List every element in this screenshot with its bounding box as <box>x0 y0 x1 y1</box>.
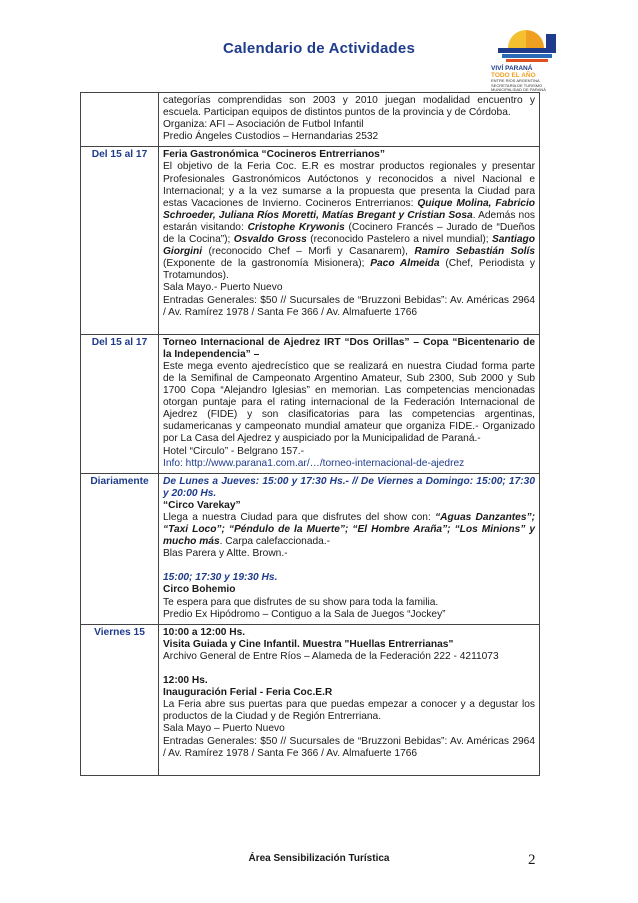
page-title: Calendario de Actividades <box>222 40 415 57</box>
event-title: Feria Gastronómica “Cocineros Entrerrianos” <box>163 149 385 161</box>
logo-line-3: ENTRE RÍOS ARGENTINA <box>491 78 540 83</box>
chef-name: Ramiro Sebastián Solís <box>414 246 536 258</box>
event-body <box>163 161 535 282</box>
body-text: (reconocido Chef – Morfi y Casanarem), <box>202 246 415 258</box>
venue-text: Sala Mayo.- Puerto Nuevo <box>163 282 283 294</box>
row-date <box>81 93 159 147</box>
info-link[interactable]: Info: http://www.parana1.com.ar/…/torneo-internacional-de-ajedrez <box>163 457 465 469</box>
venue-text: Predio Ex Hipódromo – Contiguo a la Sala de Juegos “Jockey” <box>163 608 446 620</box>
chef-names: Quique Molina, Fabricio Schroeder, Juliana Ríos Moretti, Matías Bregant y Cristian Sosa <box>163 197 535 221</box>
description-text: categorías comprendidas son 2003 y 2010 juegan modalidad encuentro y escuela. Participan equipos de distintos puntos de la provincia y de Córdoba. <box>163 95 535 119</box>
logo-line-2: TODO EL AÑO <box>491 71 536 79</box>
chef-name: Paco Almeida <box>370 258 440 270</box>
footer-text: Área Sensibilización Turística <box>248 853 390 864</box>
entry-text: Entradas Generales: $50 // Sucursales de “Bruzzoni Bebidas”: Av. Américas 2964 / Av. Ramírez 1978 / Santa Fe 366 / Av. Almafuerte 1766 <box>163 735 535 759</box>
vivi-parana-logo <box>488 26 564 90</box>
event-body: La Feria abre sus puertas para que puedas empezar a conocer y a degustar los productos de la Ciudad y de Región Entrerriana. <box>163 699 535 723</box>
body-text: (Chef, Periodista y Trotamundos). <box>163 258 535 282</box>
row-date: Diariamente <box>81 473 159 624</box>
body-text: . Además nos estarán visitando: <box>163 209 535 233</box>
page-number: 2 <box>528 852 536 868</box>
chef-name: Osvaldo Gross <box>233 234 307 246</box>
logo-line-4: SECRETARÍA DE TURISMO MUNICIPALIDAD DE PARANÁ <box>491 82 546 92</box>
body-text: . Carpa calefaccionada.- <box>219 536 331 548</box>
show-names: “Aguas Danzantes”; “Taxi Loco”; “Péndulo de la Muerte”; “El Hombre Araña”; “Los Minions” y mucho más <box>163 512 535 548</box>
body-text: Llega a nuestra Ciudad para que disfrutes del show con: <box>163 512 436 523</box>
table-row <box>81 147 540 334</box>
row-date: Del 15 al 17 <box>81 147 159 334</box>
row-description <box>159 147 540 334</box>
row-date: Del 15 al 17 <box>81 334 159 473</box>
venue-text: Blas Parera y Altte. Brown.- <box>163 548 288 560</box>
event-body: Te espera para que disfrutes de su show para toda la familia. <box>163 596 439 608</box>
venue-text: Sala Mayo – Puerto Nuevo <box>163 723 285 735</box>
sun-logo-icon <box>488 26 564 68</box>
row-date: Viernes 15 <box>81 624 159 775</box>
chef-name: Cristophe Krywonis <box>247 221 345 233</box>
body-text: (Cocinero Francés – Jurado de “Dueños de la Cocina”); <box>163 221 535 246</box>
organizer-text: Organiza: AFI – Asociación de Futbol Infantil <box>163 119 364 131</box>
table-row <box>81 473 540 624</box>
venue-text: Archivo General de Entre Ríos – Alameda de la Federación 222 - 4211073 <box>163 650 499 662</box>
event-title: Visita Guiada y Cine Infantil. Muestra "Huellas Entrerrianas" <box>163 638 454 650</box>
schedule-text: De Lunes a Jueves: 15:00 y 17:30 Hs.- // De Viernes a Domingo: 15:00; 17:30 y 20:00 Hs. <box>163 475 535 499</box>
venue-text: Predio Ángeles Custodios – Hernandarias 2532 <box>163 131 379 143</box>
row-description <box>159 93 540 147</box>
entry-text: Entradas Generales: $50 // Sucursales de “Bruzzoni Bebidas”: Av. Américas 2964 / Av. Ramírez 1978 / Santa Fe 366 / Av. Almafuerte 1766 <box>163 294 535 318</box>
event-body <box>163 512 535 548</box>
event-title: Inauguración Ferial - Feria Coc.E.R <box>163 687 333 699</box>
body-text: El objetivo de la Feria Coc. E.R es mostrar productos regionales y presentar Profesionales Gastronómicos Autóctonos y reconocidos a nivel Nacional e Internacional; y a la vez sumarse a la propuesta que presenta la Ciudad para estas Vacaciones de Invierno. Cocineros Entrerrianos: <box>163 161 535 209</box>
body-text: (reconocido Pastelero a nivel mundial); <box>306 234 492 246</box>
event-time: 10:00 a 12:00 Hs. <box>163 626 246 638</box>
table-row <box>81 624 540 775</box>
chef-name: Santiago Giorgini <box>163 234 535 258</box>
event-title: Torneo Internacional de Ajedrez IRT “Dos Orillas” – Copa “Bicentenario de la Independencia” – <box>163 336 535 360</box>
row-description <box>159 473 540 624</box>
event-title: Circo Bohemio <box>163 584 236 596</box>
event-body: Este mega evento ajedrecístico que se realizará en nuestra Ciudad forma parte de la Semifinal de Campeonato Argentino Amateur, Sub 2300, Sub 2000 y Sub 1700 Copa “Alejandro Iglesias” en memorian. Las competencias mencionadas otorgan puntaje para el rating internacional de la Federación Internacional de Ajedrez (FIDE) y son clasificatorias para las competencias argentinas, sudamericanas y campeonato mundial amateur que organiza FIDE.- Organizado por La Casa del Ajedrez y auspiciado por la Municipalidad de Paraná.- <box>163 360 535 445</box>
table-row <box>81 334 540 473</box>
row-description <box>159 624 540 775</box>
body-text: (Exponente de la gastronomía Misionera); <box>163 258 371 270</box>
schedule-text: 15:00; 17:30 y 19:30 Hs. <box>163 572 278 584</box>
table-row <box>81 93 540 147</box>
event-title: “Circo Varekay” <box>163 499 241 511</box>
logo-line-1: VIVÍ PARANÁ <box>491 65 533 72</box>
activities-table <box>80 92 540 776</box>
row-description <box>159 334 540 473</box>
event-time: 12:00 Hs. <box>163 675 208 687</box>
venue-text: Hotel “Circulo” - Belgrano 157.- <box>163 445 304 457</box>
